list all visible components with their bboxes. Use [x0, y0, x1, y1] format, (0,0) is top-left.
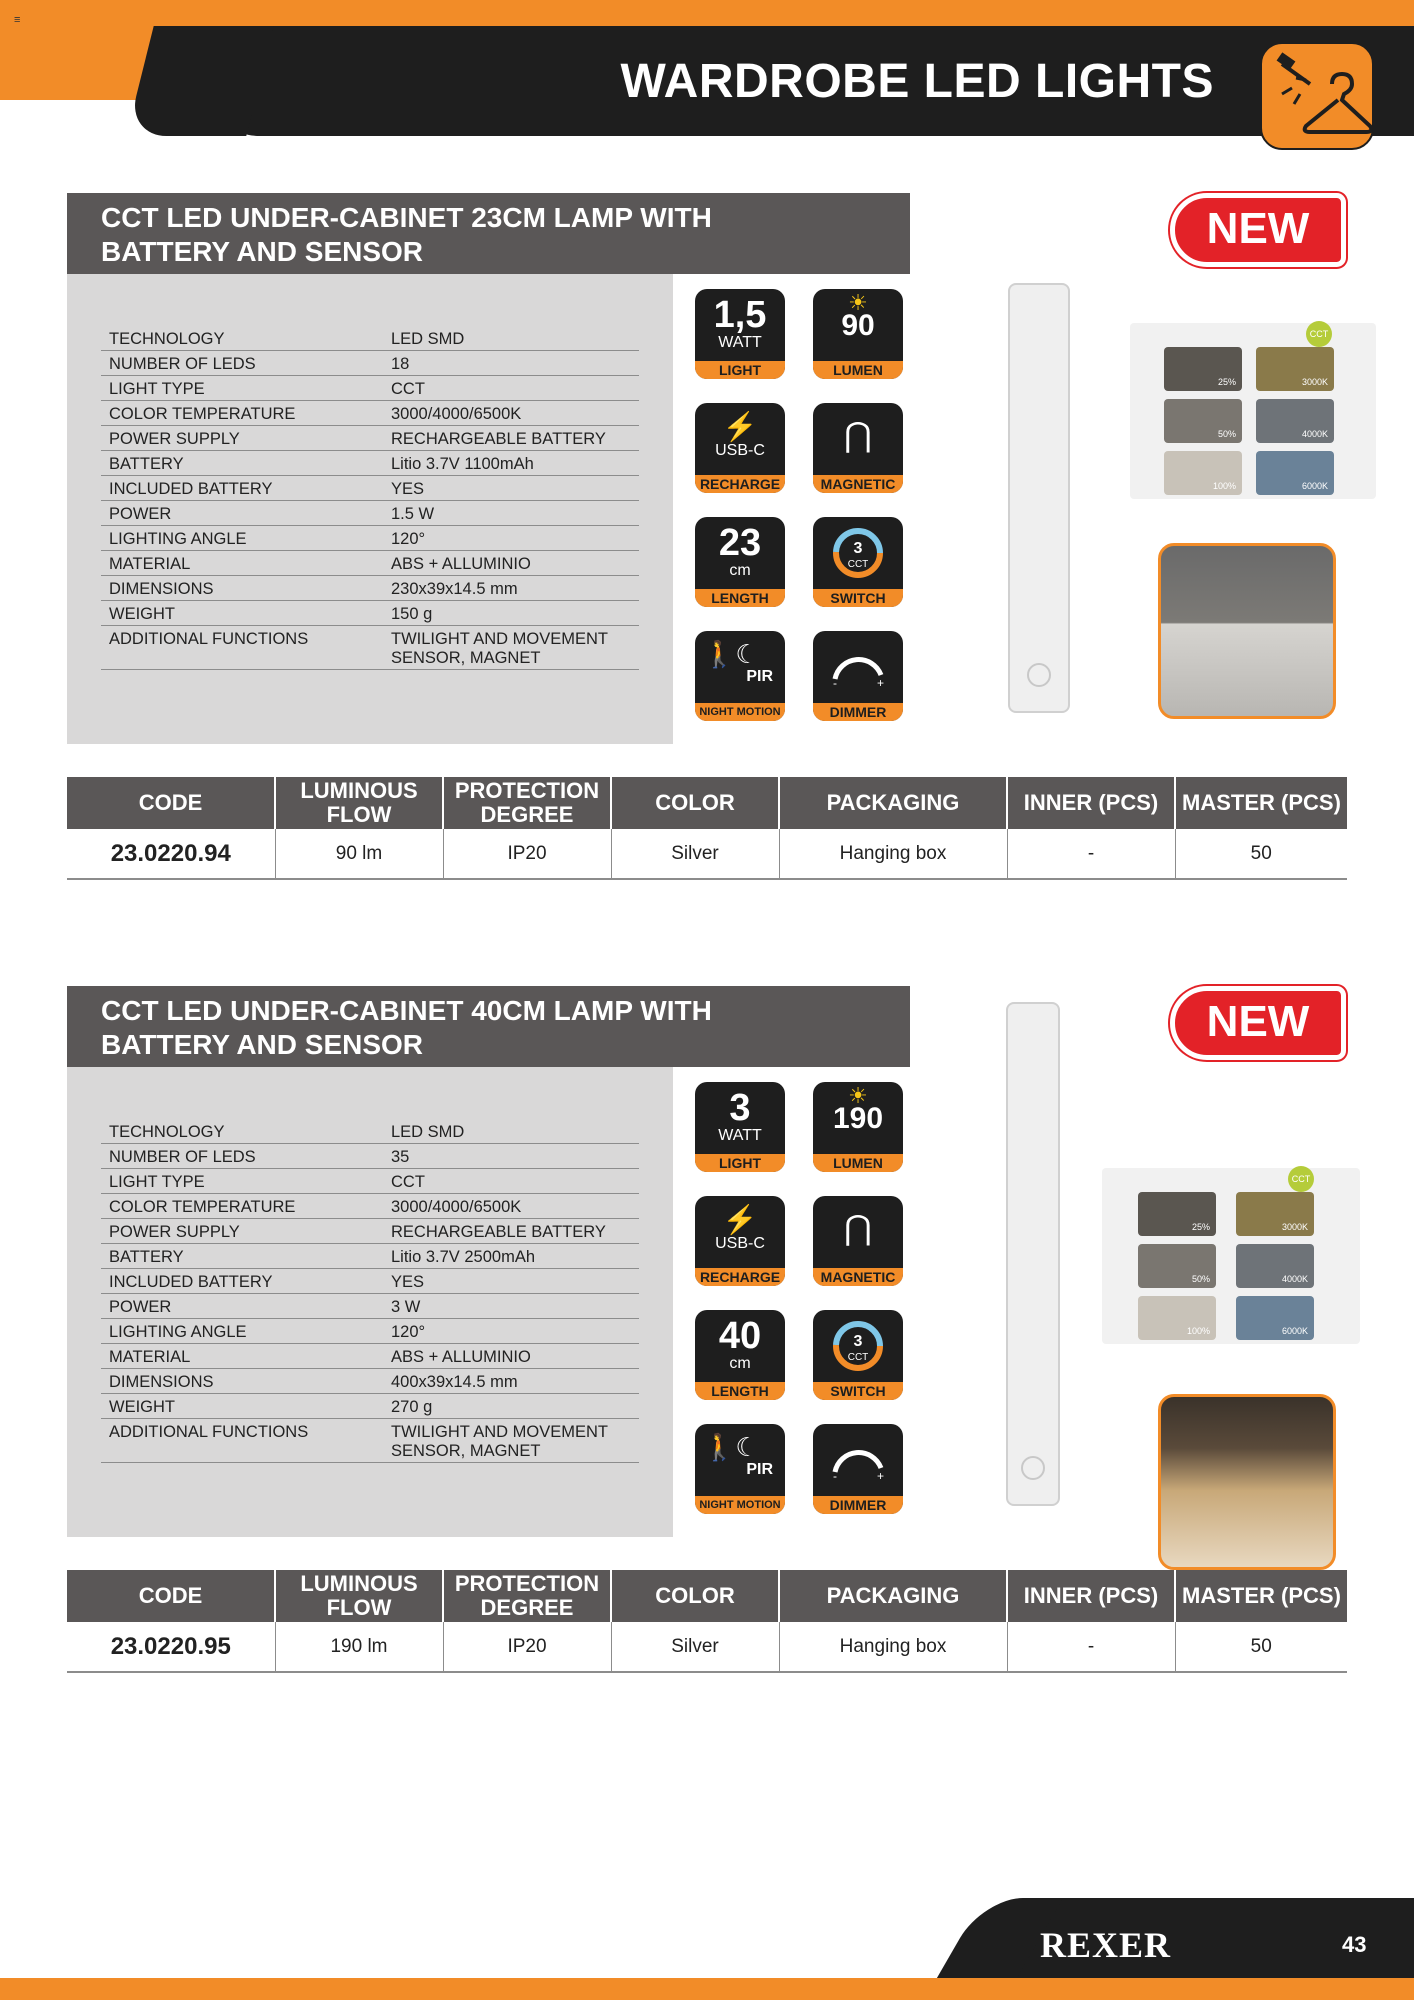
- product-data-table: CODE LUMINOUS FLOW PROTECTION DEGREE COLOR PACKAGING INNER (PCS) MASTER (PCS) 23.0220.95 190 lm IP20 Silver Hanging box - 50: [67, 1570, 1347, 1673]
- watt-icon: 3 WATT LIGHT: [695, 1082, 785, 1172]
- spec-row: COLOR TEMPERATURE 3000/4000/6500K: [101, 1194, 639, 1219]
- watt-icon: 1,5 WATT LIGHT: [695, 289, 785, 379]
- product-title-line-2: BATTERY AND SENSOR: [101, 1029, 424, 1060]
- sensor-icon: [1021, 1456, 1045, 1480]
- new-badge: NEW: [1170, 193, 1346, 267]
- product-image-lamp: [1008, 283, 1070, 713]
- lumen-icon: ☀ 90 LUMEN: [813, 289, 903, 379]
- dimmer-arc-icon: [813, 631, 903, 703]
- spec-panel: [67, 274, 673, 744]
- usb-c-battery-icon: ⚡ USB-C RECHARGE: [695, 403, 785, 493]
- spec-row: LIGHTING ANGLE 120°: [101, 1319, 639, 1344]
- light-hanger-icon: [1260, 42, 1374, 150]
- table-row: 23.0220.95 190 lm IP20 Silver Hanging box - 50: [67, 1622, 1347, 1672]
- spec-row: INCLUDED BATTERY YES: [101, 1269, 639, 1294]
- spec-row: MATERIAL ABS + ALLUMINIO: [101, 551, 639, 576]
- cct-tag-icon: CCT: [1288, 1166, 1314, 1192]
- sensor-icon: [1027, 663, 1051, 687]
- spec-row: POWER SUPPLY RECHARGEABLE BATTERY: [101, 1219, 639, 1244]
- spec-row: LIGHT TYPE CCT: [101, 376, 639, 401]
- page-number: 43: [1342, 1932, 1367, 1957]
- svg-text:3: 3: [853, 1333, 863, 1350]
- magnet-icon: ⋂ MAGNETIC: [813, 403, 903, 493]
- usb-c-battery-icon: ⚡ USB-C RECHARGE: [695, 1196, 785, 1286]
- spec-row: WEIGHT 270 g: [101, 1394, 639, 1419]
- dimmer-icon: - + DIMMER: [813, 1424, 903, 1514]
- spec-row: INCLUDED BATTERY YES: [101, 476, 639, 501]
- page-title: WARDROBE LED LIGHTS: [620, 55, 1214, 108]
- svg-text:-: -: [833, 1469, 837, 1483]
- spec-row: POWER 1.5 W: [101, 501, 639, 526]
- dimmer-icon: - + DIMMER: [813, 631, 903, 721]
- cct-tag-icon: CCT: [1306, 321, 1332, 347]
- length-icon: 23 cm LENGTH: [695, 517, 785, 607]
- cct-switch-icon: 3 CCT SWITCH: [813, 517, 903, 607]
- spec-row: BATTERY Litio 3.7V 1100mAh: [101, 451, 639, 476]
- product-title-line-1: CCT LED UNDER-CABINET 23CM LAMP WITH: [101, 202, 712, 233]
- spec-row: NUMBER OF LEDS 18: [101, 351, 639, 376]
- spec-table: [101, 326, 639, 670]
- cct-modes-image: 25% 3000K 50% 4000K 100% 6000K CCT: [1130, 323, 1376, 499]
- spec-row: WEIGHT 150 g: [101, 601, 639, 626]
- spec-row: ADDITIONAL FUNCTIONS TWILIGHT AND MOVEMENT SENSOR, MAGNET: [101, 626, 639, 670]
- table-row: 23.0220.94 90 lm IP20 Silver Hanging box - 50: [67, 829, 1347, 879]
- spec-row: LIGHT TYPE CCT: [101, 1169, 639, 1194]
- spec-row: LIGHTING ANGLE 120°: [101, 526, 639, 551]
- cct-ring-icon: [813, 1310, 903, 1382]
- svg-text:+: +: [877, 676, 885, 690]
- svg-text:-: -: [833, 676, 837, 690]
- spec-row: NUMBER OF LEDS 35: [101, 1144, 639, 1169]
- pir-motion-icon: 🚶☾ PIR NIGHT MOTION: [695, 631, 785, 721]
- spec-row: DIMENSIONS 400x39x14.5 mm: [101, 1369, 639, 1394]
- spec-table: [101, 1119, 639, 1463]
- product-image-lamp: [1006, 1002, 1060, 1506]
- new-badge: NEW: [1170, 986, 1346, 1060]
- top-accent-strip: [0, 0, 1414, 26]
- bottom-accent-strip: [0, 1978, 1414, 2000]
- cct-modes-image: 25% 3000K 50% 4000K 100% 6000K CCT: [1102, 1168, 1360, 1344]
- menu-icon[interactable]: ≡: [14, 14, 21, 26]
- product-title: [67, 193, 910, 274]
- spec-row: COLOR TEMPERATURE 3000/4000/6500K: [101, 401, 639, 426]
- spec-row: TECHNOLOGY LED SMD: [101, 1119, 639, 1144]
- product-title: [67, 986, 910, 1067]
- cct-switch-icon: 3 CCT SWITCH: [813, 1310, 903, 1400]
- product-title-line-2: BATTERY AND SENSOR: [101, 236, 424, 267]
- lumen-icon: ☀ 190 LUMEN: [813, 1082, 903, 1172]
- spec-row: DIMENSIONS 230x39x14.5 mm: [101, 576, 639, 601]
- spec-row: BATTERY Litio 3.7V 2500mAh: [101, 1244, 639, 1269]
- kitchen-photo: [1158, 543, 1336, 719]
- length-icon: 40 cm LENGTH: [695, 1310, 785, 1400]
- svg-text:+: +: [877, 1469, 885, 1483]
- brand-logo: REXER: [1040, 1925, 1172, 1965]
- pir-motion-icon: 🚶☾ PIR NIGHT MOTION: [695, 1424, 785, 1514]
- wardrobe-photo: [1158, 1394, 1336, 1570]
- spec-row: POWER SUPPLY RECHARGEABLE BATTERY: [101, 426, 639, 451]
- spec-row: POWER 3 W: [101, 1294, 639, 1319]
- svg-text:3: 3: [853, 540, 863, 557]
- dimmer-arc-icon: [813, 1424, 903, 1496]
- cct-ring-icon: [813, 517, 903, 589]
- svg-text:CCT: CCT: [847, 559, 869, 570]
- spec-panel: [67, 1067, 673, 1537]
- product-title-line-1: CCT LED UNDER-CABINET 40CM LAMP WITH: [101, 995, 712, 1026]
- svg-text:CCT: CCT: [847, 1352, 869, 1363]
- product-data-table: CODE LUMINOUS FLOW PROTECTION DEGREE COLOR PACKAGING INNER (PCS) MASTER (PCS) 23.0220.94 90 lm IP20 Silver Hanging box - 50: [67, 777, 1347, 880]
- spec-row: ADDITIONAL FUNCTIONS TWILIGHT AND MOVEMENT SENSOR, MAGNET: [101, 1419, 639, 1463]
- magnet-icon: ⋂ MAGNETIC: [813, 1196, 903, 1286]
- spec-row: TECHNOLOGY LED SMD: [101, 326, 639, 351]
- spec-row: MATERIAL ABS + ALLUMINIO: [101, 1344, 639, 1369]
